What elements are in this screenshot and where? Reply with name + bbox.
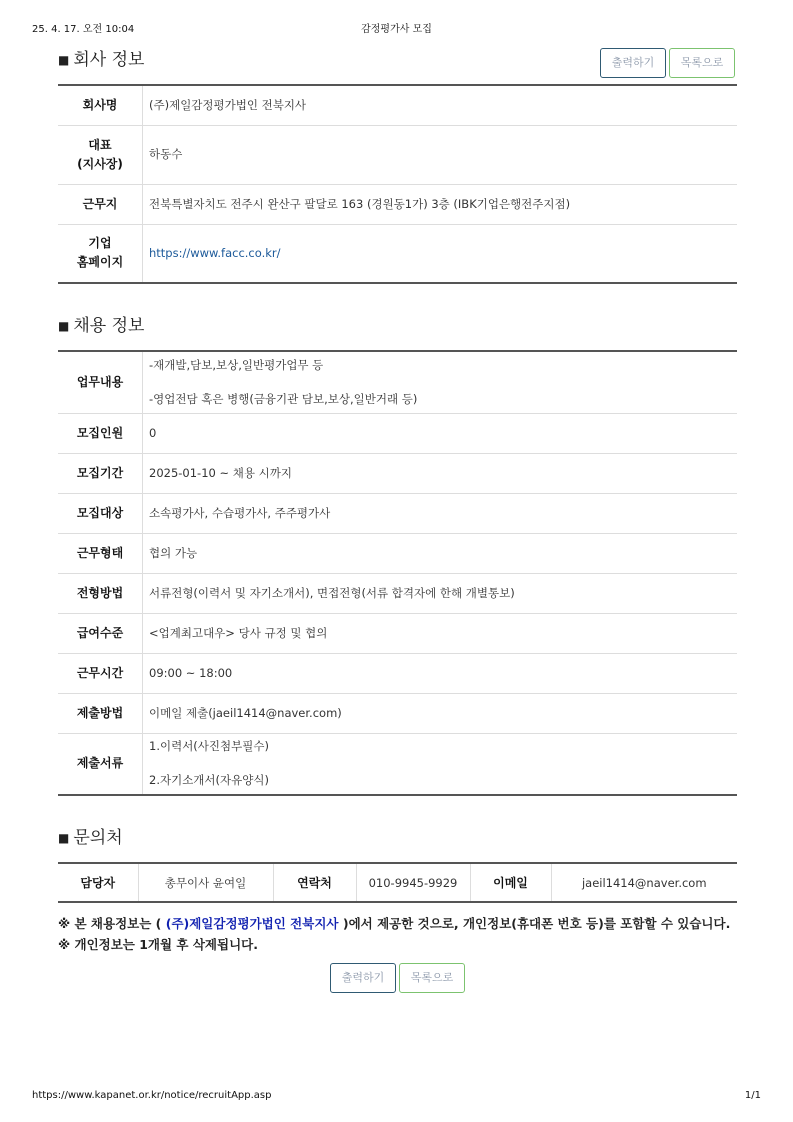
square-bullet-icon: ■	[58, 53, 70, 67]
target-value: 소속평가사, 수습평가사, 주주평가사	[143, 493, 738, 533]
row-label: 제출서류	[58, 733, 143, 795]
company-info-table	[58, 84, 737, 284]
print-date: 25. 4. 17. 오전 10:04	[32, 24, 135, 35]
manager-value: 총무이사 윤여일	[138, 863, 273, 902]
print-footer	[32, 1090, 761, 1104]
row-label-line2: 홈페이지	[76, 255, 124, 270]
period-value: 2025-01-10 ~ 채용 시까지	[143, 453, 738, 493]
list-button[interactable]: 목록으로	[399, 963, 465, 993]
homepage-cell	[143, 224, 738, 283]
print-button[interactable]: 출력하기	[600, 48, 666, 78]
submit-method-value: 이메일 제출(jaeil1414@naver.com)	[143, 693, 738, 733]
company-section-title: ■ 회사 정보 출력하기 목록으로	[58, 46, 737, 74]
row-label: 모집대상	[58, 493, 143, 533]
company-name-value: (주)제일감정평가법인 전북지사	[143, 85, 738, 125]
work-type-value: 협의 가능	[143, 533, 738, 573]
print-header	[32, 20, 761, 36]
bottom-button-group	[58, 963, 737, 993]
salary-value: <업계최고대우> 당사 규정 및 협의	[143, 613, 738, 653]
row-label-line2: (지사장)	[77, 156, 123, 171]
row-label: 근무지	[58, 184, 143, 224]
table-row	[58, 533, 737, 573]
table-row	[58, 351, 737, 413]
duty-line-2: -영업전담 혹은 병행(금융기관 담보,보상,일반거래 등)	[149, 391, 418, 406]
table-row	[58, 413, 737, 453]
row-label: 근무형태	[58, 533, 143, 573]
table-row	[58, 224, 737, 283]
table-row	[58, 184, 737, 224]
row-label: 근무시간	[58, 653, 143, 693]
table-row	[58, 613, 737, 653]
table-row	[58, 733, 737, 795]
table-row	[58, 863, 737, 902]
table-row	[58, 653, 737, 693]
notice-company-name: (주)제일감정평가법인 전북지사	[165, 916, 339, 931]
table-row	[58, 573, 737, 613]
table-row	[58, 125, 737, 184]
square-bullet-icon: ■	[58, 831, 70, 845]
selection-value: 서류전형(이력서 및 자기소개서), 면접전형(서류 합격자에 한해 개별통보)	[143, 573, 738, 613]
notice-line-1: ※ 본 채용정보는 ( (주)제일감정평가법인 전북지사 )에서 제공한 것으로, 개인정보(휴대폰 번호 등)를 포함할 수 있습니다.	[58, 916, 731, 931]
top-button-group	[600, 48, 735, 78]
privacy-notice	[58, 913, 737, 955]
work-hours-value: 09:00 ~ 18:00	[143, 653, 738, 693]
email-label: 이메일	[470, 863, 551, 902]
table-row	[58, 85, 737, 125]
row-label-line1: 대표	[88, 137, 112, 152]
print-url: https://www.kapanet.or.kr/notice/recruitApp.asp	[32, 1090, 272, 1101]
workplace-value: 전북특별자치도 전주시 완산구 팔달로 163 (경원동1가) 3층 (IBK기업은행전주지점)	[143, 184, 738, 224]
row-label: 모집기간	[58, 453, 143, 493]
print-title: 감정평가사 모집	[361, 24, 432, 35]
phone-label: 연락처	[273, 863, 356, 902]
row-label	[58, 125, 143, 184]
row-label: 급여수준	[58, 613, 143, 653]
page-number: 1/1	[744, 1090, 761, 1101]
phone-value: 010-9945-9929	[356, 863, 470, 902]
row-label: 업무내용	[58, 351, 143, 413]
representative-value: 하동수	[143, 125, 738, 184]
manager-label: 담당자	[58, 863, 138, 902]
list-button[interactable]: 목록으로	[669, 48, 735, 78]
contact-table	[58, 862, 737, 903]
square-bullet-icon: ■	[58, 319, 70, 333]
email-value: jaeil1414@naver.com	[581, 875, 707, 890]
row-label: 모집인원	[58, 413, 143, 453]
documents-line-2: 2.자기소개서(자유양식)	[149, 773, 269, 788]
headcount-value: 0	[143, 413, 738, 453]
table-row	[58, 693, 737, 733]
notice-line-2: ※ 개인정보는 1개월 후 삭제됩니다.	[58, 937, 258, 952]
homepage-link[interactable]: https://www.facc.co.kr/	[149, 245, 281, 260]
recruit-info-table	[58, 350, 737, 796]
row-label: 전형방법	[58, 573, 143, 613]
documents-line-1: 1.이력서(사진첨부필수)	[149, 739, 269, 754]
table-row	[58, 493, 737, 533]
duty-line-1: -재개발,담보,보상,일반평가업무 등	[149, 357, 324, 372]
row-label	[58, 224, 143, 283]
table-row	[58, 453, 737, 493]
print-button[interactable]: 출력하기	[330, 963, 396, 993]
contact-section-title: ■ 문의처	[58, 828, 123, 848]
recruit-section-title: ■ 채용 정보	[58, 316, 145, 336]
row-label: 회사명	[58, 85, 143, 125]
main-content	[58, 46, 737, 993]
row-label-line1: 기업	[88, 236, 112, 251]
row-label: 제출방법	[58, 693, 143, 733]
